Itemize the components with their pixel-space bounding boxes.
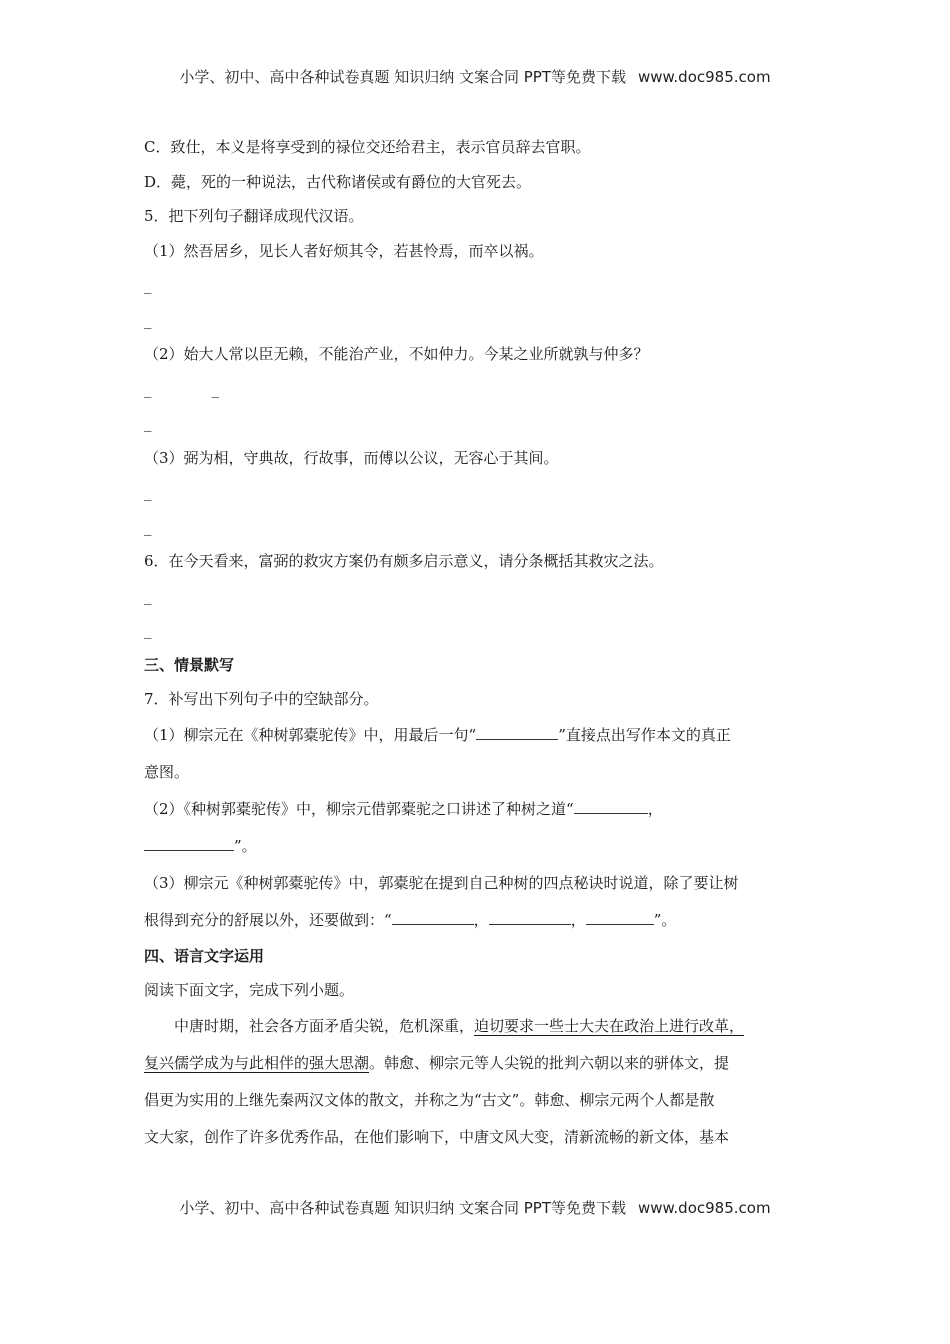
question-6: 6．在今天看来，富弼的救灾方案仍有颇多启示意义，请分条概括其救灾之法。 xyxy=(144,552,664,570)
underlined-phrase: 迫切要求一些士大夫在政治上进行改革， xyxy=(474,1016,745,1035)
question-7-item-3-cont: 根得到充分的舒展以外，还要做到：“ ， ， ”。 xyxy=(144,902,816,939)
section-3-title: 三、情景默写 xyxy=(144,655,235,674)
fill-blank[interactable] xyxy=(586,904,654,925)
question-7-item-1: （1）柳宗元在《种树郭橐驼传》中，用最后一句“ ”直接点出写作本文的真正 xyxy=(144,717,816,754)
section-4-title: 四、语言文字运用 xyxy=(144,946,265,965)
passage-line-1: 中唐时期，社会各方面矛盾尖锐，危机深重，迫切要求一些士大夫在政治上进行改革， xyxy=(174,1016,745,1035)
answer-line: _ xyxy=(144,414,152,432)
question-5-sentence-1: （1）然吾居乡，见长人者好烦其令，若甚怜焉，而卒以祸。 xyxy=(144,241,544,260)
question-7-item-2-cont: ”。 xyxy=(144,828,816,865)
fill-blank[interactable] xyxy=(489,904,571,925)
passage-line-2: 复兴儒学成为与此相伴的强大思潮。韩愈、柳宗元等人尖锐的批判六朝以来的骈体文，提 xyxy=(144,1053,730,1072)
question-7-item-3: （3）柳宗元《种树郭橐驼传》中，郭橐驼在提到自己种树的四点秘诀时说道，除了要让树 xyxy=(144,873,739,892)
option-d: D．薨，死的一种说法，古代称诸侯或有爵位的大官死去。 xyxy=(144,172,532,191)
header-url[interactable]: www.doc985.com xyxy=(637,68,771,86)
footer-url[interactable]: www.doc985.com xyxy=(637,1199,771,1217)
fill-blank[interactable] xyxy=(392,904,474,925)
question-5-sentence-2: （2）始大人常以臣无赖，不能治产业，不如仲力。今某之业所就孰与仲多？ xyxy=(144,345,649,363)
header-text: 小学、初中、高中各种试卷真题 知识归纳 文案合同 PPT等免费下载 xyxy=(179,68,626,86)
page-header xyxy=(0,66,950,87)
fill-blank[interactable] xyxy=(476,719,558,740)
option-c: C．致仕，本义是将享受到的禄位交还给君主，表示官员辞去官职。 xyxy=(144,138,591,156)
document-body xyxy=(144,130,816,1156)
page-footer xyxy=(0,1197,950,1218)
underlined-phrase: 复兴儒学成为与此相伴的强大思潮 xyxy=(144,1053,370,1072)
footer-text: 小学、初中、高中各种试卷真题 知识归纳 文案合同 PPT等免费下载 xyxy=(179,1199,626,1217)
passage-line-4: 文大家，创作了许多优秀作品，在他们影响下，中唐文风大变，清新流畅的新文体，基本 xyxy=(144,1127,730,1146)
answer-line: _ xyxy=(144,517,152,536)
question-7-item-2: （2）《种树郭橐驼传》中，柳宗元借郭橐驼之口讲述了种树之道“ ， xyxy=(144,791,816,828)
fill-blank[interactable] xyxy=(144,830,234,851)
answer-line: _ xyxy=(144,586,152,605)
answer-line: _ xyxy=(144,483,152,501)
question-7-item-1-cont: 意图。 xyxy=(144,762,190,781)
answer-line: _ xyxy=(144,310,152,329)
fill-blank[interactable] xyxy=(574,793,648,814)
question-5-sentence-3: （3）弼为相，守典故，行故事，而傅以公议，无容心于其间。 xyxy=(144,448,559,467)
reading-prompt: 阅读下面文字，完成下列小题。 xyxy=(144,981,355,999)
question-7-title: 7．补写出下列句子中的空缺部分。 xyxy=(144,690,379,708)
answer-line: _ _ xyxy=(144,379,219,398)
question-5-title: 5．把下列句子翻译成现代汉语。 xyxy=(144,207,364,225)
answer-line: _ xyxy=(144,621,152,639)
answer-line: _ xyxy=(144,276,152,294)
passage-line-3: 倡更为实用的上继先秦两汉文体的散文，并称之为“古文”。韩愈、柳宗元两个人都是散 xyxy=(144,1090,715,1109)
